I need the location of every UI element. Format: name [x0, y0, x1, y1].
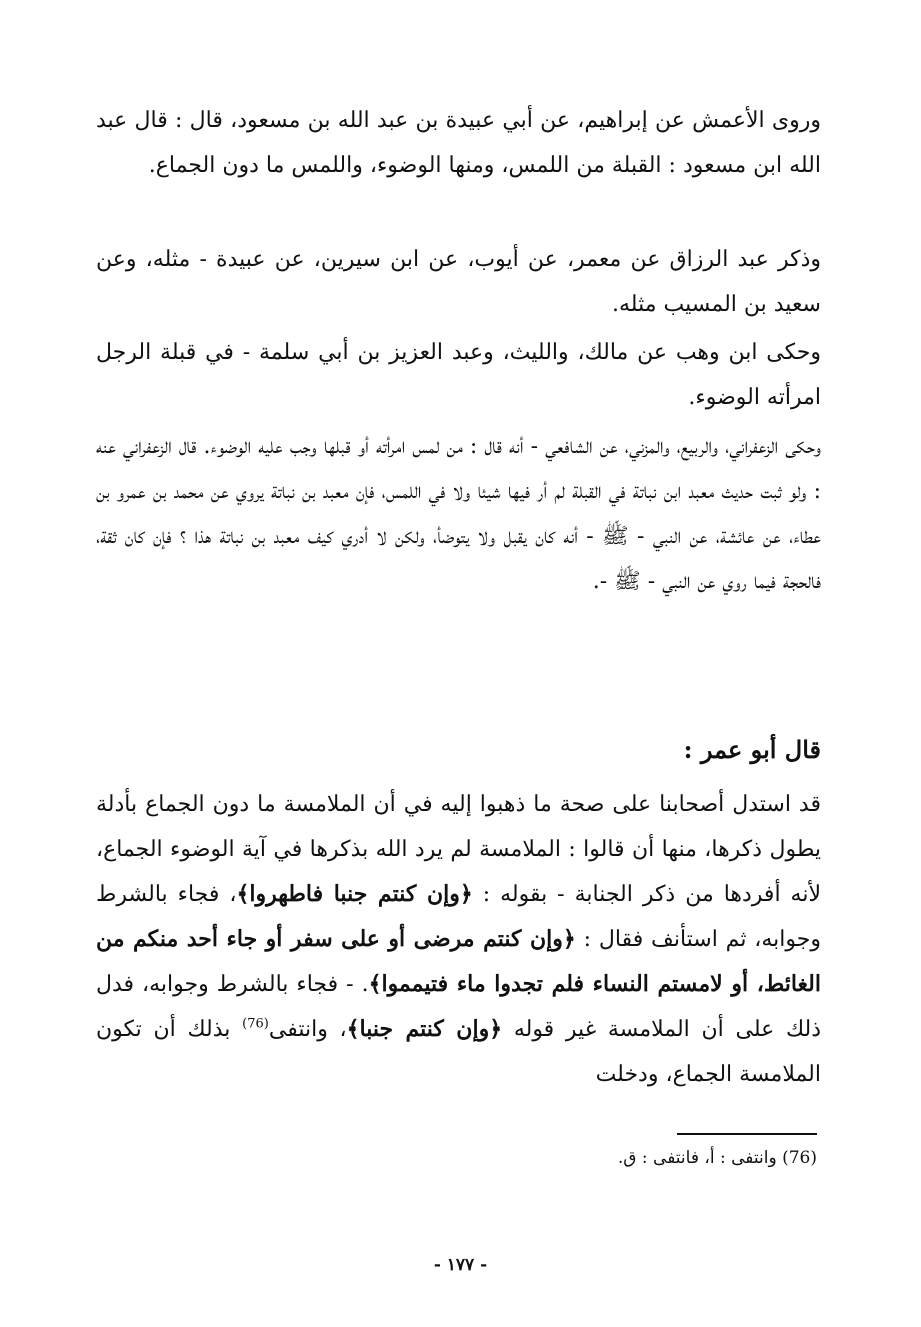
- paragraph-1: وروى الأعمش عن إبراهيم، عن أبي عبيدة بن عبد الله بن مسعود، قال : قال عبد الله ابن مسعود : القبلة من اللمس، ومنها الوضوء، واللمس ما دون الجماع.: [96, 108, 821, 178]
- footnote: (76) وانتفى : أ، فانتفى : ق.: [617, 1148, 817, 1168]
- paragraph-2: وذكر عبد الرزاق عن معمر، عن أيوب، عن ابن سيرين، عن عبيدة - مثله، وعن سعيد بن المسيب مثله.: [96, 247, 821, 317]
- quran-verse-3: ﴿وإن كنتم جنبا﴾: [346, 1016, 503, 1042]
- paragraph-4: وحكى الزعفراني، والربيع، والمزني، عن الشافعي - أنه قال : من لمس امرأته أو قبلها وجب عليه الوضوء. قال الزعفراني عنه : ولو ثبت حديث معبد ابن نباتة في القبلة لم أر فيها شيئا ولا في اللمس، فإن معبد بن نباتة يروي عن محمد بن عمرو بن عطاء، عن عائشة، عن النبي - ﷺ - أنه كان يقبل ولا يتوضأ، ولكن لا أدري كيف معبد بن نباتة هذا ؟ فإن كان ثقة، فالحجة فيما روي عن النبي - ﷺ -.: [96, 434, 821, 594]
- quran-verse-1: ﴿وإن كنتم جنبا فاطهروا﴾: [236, 881, 473, 907]
- footnote-reference: (76): [242, 1016, 269, 1032]
- paragraph-5-text-2: ، فجاء بالشرط وجوابه، ثم استأنف فقال :: [96, 882, 822, 952]
- page-number: - ١٧٧ -: [433, 1255, 488, 1275]
- paragraph-5-text-5: بذلك أن تكون الملامسة الجماع، ودخلت: [96, 1017, 821, 1087]
- section-heading: قال أبو عمر :: [683, 735, 821, 764]
- paragraph-5-text-3: . - فجاء بالشرط وجوابه، فدل ذلك على أن الملامسة غير قوله: [96, 972, 822, 1042]
- paragraph-5-text-1: قد استدل أصحابنا على صحة ما ذهبوا إليه في أن الملامسة ما دون الجماع بأدلة يطول ذكرها، منها أن قالوا : الملامسة لم يرد الله بذكرها في آية الوضوء الجماع، لأنه أفردها من ذكر الجنابة - بقوله :: [96, 792, 821, 907]
- footnote-separator: [677, 1133, 817, 1135]
- paragraph-5: [96, 782, 821, 1097]
- paragraph-5-text-4: ، وانتفى: [268, 1017, 347, 1042]
- paragraph-3: وحكى ابن وهب عن مالك، والليث، وعبد العزيز بن أبي سلمة - في قبلة الرجل امرأته الوضوء.: [96, 340, 821, 410]
- quran-verse-2: ﴿وإن كنتم مرضى أو على سفر أو جاء أحد منكم من الغائط، أو لامستم النساء فلم تجدوا ماء فتيمموا﴾: [96, 926, 821, 997]
